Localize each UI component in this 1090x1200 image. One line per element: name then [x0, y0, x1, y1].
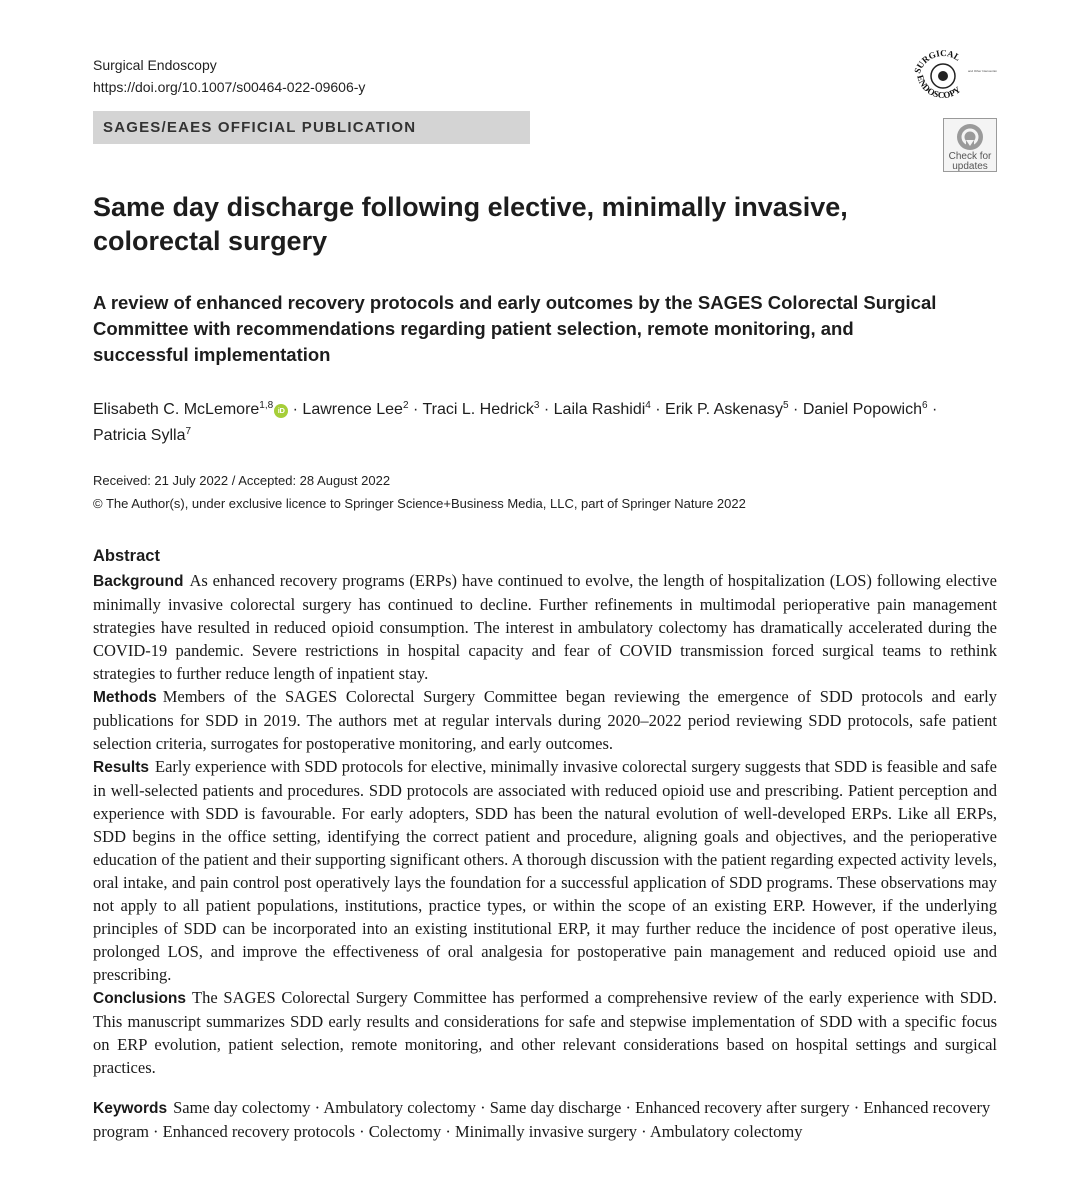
check-for-updates-button[interactable]: [943, 118, 997, 172]
author-separator: ·: [408, 401, 423, 418]
author-name[interactable]: Traci L. Hedrick: [422, 401, 534, 418]
author-name[interactable]: Lawrence Lee: [302, 401, 403, 418]
author-name[interactable]: Laila Rashidi: [553, 401, 646, 418]
abstract-methods: [93, 685, 997, 755]
journal-logo: [905, 42, 997, 104]
author-name[interactable]: Daniel Popowich: [802, 401, 922, 418]
author-separator: ·: [788, 401, 803, 418]
author-separator: ·: [650, 401, 666, 418]
author-affiliation: 6: [922, 400, 928, 411]
check-updates-line-2: updates: [952, 161, 988, 172]
check-updates-icon: [955, 122, 985, 152]
section-label: Methods: [93, 689, 157, 706]
author-affiliation: 2: [402, 400, 409, 411]
section-text: Early experience with SDD protocols for elective, minimally invasive colorectal surgery suggests that SDD is feasible and safe in well-selected patients and procedures. SDD protocols are associated with reduced opioid use and prescribing. Patient perception and experience with SDD is favourable. For early adopters, SDD has been the natural evolution of well-developed ERPs. Like all ERPs, SDD begins in the office setting, identifying the correct patient and procedure, aligning goals and objectives, and the perioperative education of the patient and their supporting significant others. A thorough discussion with the patient regarding expected activity levels, oral intake, and pain control post operatively lays the foundation for a successful application of SDD programs. These observations may not apply to all patient populations, institutions, practice types, or within the scope of an existing ERP. However, if the underlying principles of SDD can be incorporated into an existing institutional ERP, it may further reduce the incidence of post operative ileus, prolonged LOS, and improve the effectiveness of oral analgesia for postoperative pain management and reduced opioid use and prescribing.: [93, 757, 997, 984]
author-list: [93, 397, 1013, 449]
doi-link[interactable]: https://doi.org/10.1007/s00464-022-09606-y: [93, 79, 366, 95]
journal-name: Surgical Endoscopy: [93, 57, 217, 73]
orcid-icon[interactable]: iD: [274, 404, 288, 418]
author-name[interactable]: Elisabeth C. McLemore: [93, 401, 260, 418]
logo-top-text: SURGICAL: [912, 47, 963, 75]
section-label: Background: [93, 573, 184, 590]
svg-text:SURGICAL: [912, 48, 962, 75]
author-affiliation: 4: [645, 400, 651, 411]
section-text: Members of the SAGES Colorectal Surgery Committee began reviewing the emergence of SDD protocols and early publications for SDD in 2019. The authors met at regular intervals during 2020–2022 period reviewing SDD protocols, safe patient selection criteria, surrogates for postoperative monitoring, and early outcomes.: [93, 687, 997, 753]
copyright-notice: © The Author(s), under exclusive licence to Springer Science+Business Media, LLC, part of Springer Nature 2022: [93, 496, 746, 511]
author-separator: ·: [539, 401, 554, 418]
logo-bottom-text: ENDOSCOPY: [915, 73, 963, 101]
keywords-block: [93, 1096, 997, 1143]
author-affiliation: 5: [783, 400, 789, 411]
abstract-body: [93, 569, 997, 1079]
abstract-results: [93, 755, 997, 986]
author-affiliation: 3: [533, 400, 540, 411]
author-separator: ·: [927, 401, 938, 418]
author-name[interactable]: Patricia Sylla: [93, 427, 186, 444]
section-text: As enhanced recovery programs (ERPs) have continued to evolve, the length of hospitalization (LOS) following elective minimally invasive colorectal surgery has continued to decline. Further refinements in multimodal perioperative pain management strategies have resulted in reduced opioid consumption. The interest in ambulatory colectomy has dramatically accelerated during the COVID-19 pandemic. Severe restrictions in hospital capacity and fear of COVID transmission forced surgical teams to rethink strategies to further reduce length of inpatient stay.: [93, 571, 997, 683]
keywords-label: Keywords: [93, 1100, 168, 1117]
section-text: The SAGES Colorectal Surgery Committee has performed a comprehensive review of the early experience with SDD. This manuscript summarizes SDD early results and considerations for safe and stepwise implementation of SDD with a specific focus on ERP evolution, patient selection, remote monitoring, and other relevant considerations based on hospital settings and surgical practices.: [93, 988, 997, 1077]
check-updates-line-1: Check for: [948, 151, 992, 162]
received-accepted-dates: Received: 21 July 2022 / Accepted: 28 August 2022: [93, 473, 391, 488]
author-separator: ·: [288, 401, 303, 418]
author-affiliation: 7: [185, 426, 192, 437]
section-label: Conclusions: [93, 990, 187, 1007]
author-name[interactable]: Erik P. Askenasy: [665, 401, 784, 418]
abstract-background: [93, 569, 997, 685]
article-subtitle: A review of enhanced recovery protocols and early outcomes by the SAGES Colorectal Surgical Committee with recommendations regarding patient selection, remote monitoring, and successful implementation: [93, 292, 937, 365]
abstract-heading: Abstract: [93, 547, 160, 565]
article-title: Same day discharge following elective, minimally invasive, colorectal surgery: [93, 192, 848, 256]
logo-small-text: and Other Interventio: [968, 69, 997, 73]
section-label: Results: [93, 759, 149, 776]
abstract-conclusions: [93, 986, 997, 1079]
section-banner: SAGES/EAES OFFICIAL PUBLICATION: [93, 111, 530, 144]
author-affiliation: 1,8: [259, 400, 274, 411]
keywords-text: Same day colectomy · Ambulatory colectomy · Same day discharge · Enhanced recovery after surgery · Enhanced recovery program · Enhanced recovery protocols · Colectomy · Minimally invasive surgery · Ambulatory colectomy: [93, 1098, 991, 1141]
